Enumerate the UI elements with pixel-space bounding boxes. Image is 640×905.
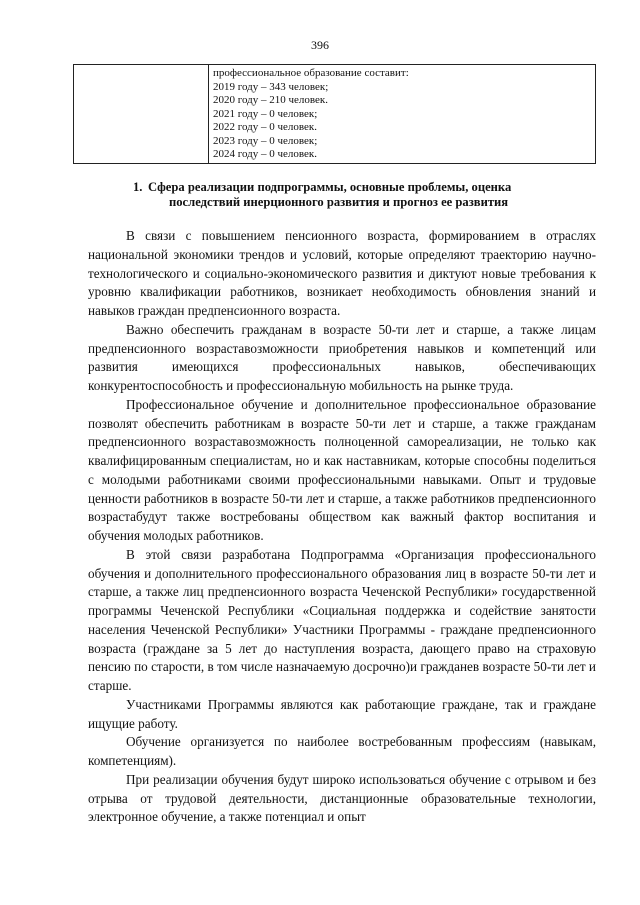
table-line: 2023 году – 0 человек;	[213, 134, 318, 147]
paragraph: Обучение организуется по наиболее востребованным профессиям (навыкам, компетенциям).	[88, 734, 596, 768]
paragraph: При реализации обучения будут широко использоваться обучение с отрывом и без отрыва от трудовой деятельности, дистанционные образовательные технологии, электронное обучение, а также потенциал и опыт	[88, 771, 596, 825]
paragraph: Профессиональное обучение и дополнительное профессиональное образование позволят обеспечить работникам в возрасте 50-ти лет и старше, а также гражданам предпенсионного возраставозможность полноценной самореализации, не только как квалифицированным специалистам, но и как наставникам, которые способны поделиться с молодыми работниками своими профессиональными навыками. Опыт и трудовые ценности работников в возрасте 50-ти лет и старше, а также работников предпенсионного возрастабудут также востребованы обществом как важный фактор воспитания и обучения молодых работников.	[88, 396, 596, 543]
table-cell-content	[209, 65, 596, 164]
section-title-line-1: Сфера реализации подпрограммы, основные проблемы, оценка	[148, 180, 512, 194]
section-number: 1.	[133, 180, 143, 194]
table-line: 2019 году – 343 человек;	[213, 80, 329, 93]
paragraph: Участниками Программы являются как работающие граждане, так и граждане ищущие работу.	[88, 696, 596, 731]
table-line: 2021 году – 0 человек;	[213, 107, 318, 120]
paragraph: В этой связи разработана Подпрограмма «Организация профессионального обучения и дополнительного профессионального образования лиц в возрасте 50-ти лет и старше, а также лиц предпенсионного возраста Чеченской Республики» государственной программы Чеченской Республики «Социальная поддержка и содействие занятости населения Чеченской Республики» Участники Программы - граждане предпенсионного возраста (граждане за 5 лет до наступления возраста, дающего право на страховую пенсию по старости, в том числе назначаемую досрочно)и гражданев возрасте 50-ти лет и старше.	[88, 546, 596, 693]
paragraph: В связи с повышением пенсионного возраста, формированием в отраслях национальной экономики трендов и условий, которые определяют траекторию научно-технологического и социально-экономического развития и диктуют новые требования к уровню квалификации работников, возникает необходимость обновления знаний и навыков граждан предпенсионного возраста.	[88, 228, 596, 318]
table-line: 2024 году – 0 человек.	[213, 148, 318, 160]
table-line: профессиональное образование составит:	[213, 67, 409, 79]
table-line: 2022 году – 0 человек.	[213, 121, 318, 133]
summary-table	[73, 64, 596, 164]
page-number: 396	[311, 38, 329, 52]
table-line: 2020 году – 210 человек.	[213, 94, 329, 106]
table-row	[74, 65, 596, 164]
table-cell-empty	[74, 65, 209, 164]
body-text	[88, 227, 596, 827]
section-title-line-2: последствий инерционного развития и прогноз ее развития	[169, 195, 509, 209]
paragraph: Важно обеспечить гражданам в возрасте 50-ти лет и старше, а также лицам предпенсионного возраставозможности приобретения навыков и компетенций или развития имеющихся профессиональных навыков, обеспечивающих конкурентоспособность и профессиональную мобильность на рынке труда.	[88, 321, 596, 393]
